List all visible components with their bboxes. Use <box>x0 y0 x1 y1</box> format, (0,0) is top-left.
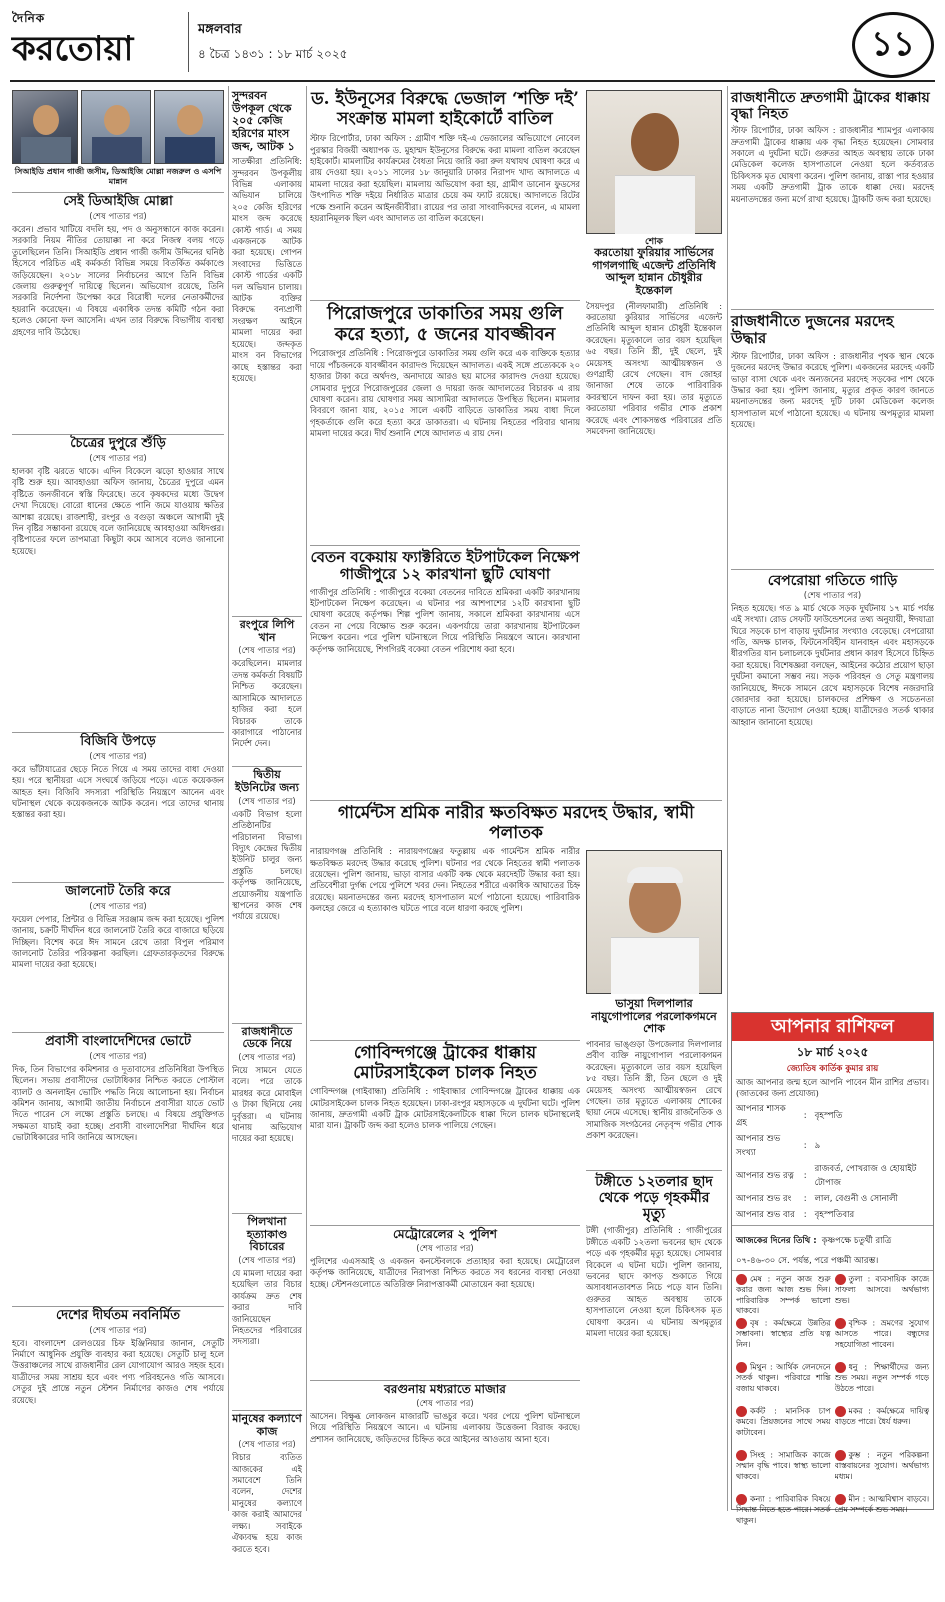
continued-label: (শেষ পাতার পর) <box>238 1440 296 1451</box>
article-body: একটি বিভাগ হলো প্রতিষ্ঠানটির পরিচালনা বিভাগ। বিদ্যুৎ কেন্দ্রের দ্বিতীয় ইউনিট চালুর জন্য প্রস্তুতি চলছে। কর্তৃপক্ষ জানিয়েছে, প্রয়োজনীয় যন্ত্রপাতি স্থাপনের কাজ শেষ পর্যায়ে রয়েছে। <box>232 808 302 922</box>
detail-label: আপনার শুভ বার <box>736 1210 795 1220</box>
detail-value: বৃহস্পতি <box>814 1111 843 1121</box>
zodiac-sign-entry <box>736 1494 831 1538</box>
zodiac-sign-entry <box>736 1450 831 1494</box>
zodiac-symbol-icon <box>736 1494 747 1505</box>
article-body: গোবিন্দগঞ্জ (গাইবান্ধা) প্রতিনিধি : গাইবান্ধার গোবিন্দগঞ্জে ট্রাকের ধাক্কায় এক মোটরসাইকেল চালক নিহত হয়েছেন। ঢাকা-রংপুর মহাসড়কে এ দুর্ঘটনা ঘটে। পুলিশ জানায়, দ্রুতগামী একটি ট্রাক মোটরসাইকেলটিকে ধাক্কা দিলে চালক ঘটনাস্থলেই মারা যান। ট্রাকটি জব্দ করা হলেও চালক পালিয়ে গেছেন। <box>310 1086 580 1131</box>
headline: রাজধানীতে দুজনের মরদেহ উদ্ধার <box>731 309 934 348</box>
continued-label: (শেষ পাতার পর) <box>89 1325 147 1336</box>
headline: বিজিবি উপড়ে <box>12 732 224 750</box>
headline: পিরোজপুরে ডাকাতির সময় গুলি করে হত্যা, ৫ জনের যাবজ্জীবন <box>310 300 580 345</box>
column-divider <box>727 86 728 1511</box>
article-body: দিক, তিন বিভাগের কমিশনার ও দূতাবাসের প্রতিনিধিরা উপস্থিত ছিলেন। সভায় প্রবাসীদের ভোটাধিকার নিশ্চিত করতে পোস্টাল ব্যালট ও অনলাইন ভোটিং পদ্ধতি নিয়ে আলোচনা হয়। নির্বাচন কমিশন জানায়, আগামী জাতীয় নির্বাচনে প্রবাসীরা যাতে ভোট দিতে পারেন সে লক্ষ্যে প্রস্তুতি চলছে। এ বিষয়ে প্রযুক্তিগত সক্ষমতা যাচাই করা হচ্ছে। প্রবাসী বাংলাদেশিরা দীর্ঘদিন ধরে ভোটাধিকারের দাবি জানিয়ে আসছেন। <box>12 1063 224 1143</box>
lead-story <box>310 90 580 309</box>
horoscope-box <box>731 1012 934 1525</box>
masthead-separator <box>188 12 189 72</box>
detail-label: আপনার শাসক গ্রহ <box>736 1104 786 1128</box>
zodiac-sign-entry <box>835 1362 930 1406</box>
zodiac-text: বৃষ : কর্মক্ষেত্রে উন্নতির সম্ভাবনা। স্বাস্থ্যের প্রতি যত্ন নিন। <box>736 1318 831 1349</box>
zodiac-text: মিথুন : আর্থিক লেনদেনে সতর্ক থাকুন। পরিবারে শান্তি বজায় থাকবে। <box>736 1362 831 1393</box>
zodiac-sign-entry <box>835 1450 930 1494</box>
detail-label: আপনার শুভ রং <box>736 1194 792 1204</box>
article-body: হবে। বাংলাদেশ রেলওয়ের চিফ ইঞ্জিনিয়ার জানান, সেতুটি নির্মাণে আধুনিক প্রযুক্তি ব্যবহার করা হয়েছে। সেতুটি চালু হলে উত্তরাঞ্চলের সাথে রাজধানীর রেল যোগাযোগ আরও সহজ হবে। যাত্রীদের সময় সাশ্রয় হবে এবং পণ্য পরিবহনেও গতি আসবে। সেতুর দুই প্রান্তে নতুন স্টেশন নির্মাণের কাজও শেষ পর্যায়ে রয়েছে। <box>12 1337 224 1405</box>
article-body: স্টাফ রিপোর্টার, ঢাকা অফিস : রাজধানীর শ্যামপুর এলাকায় দ্রুতগামী ট্রাকের ধাক্কায় এক বৃদ্ধা নিহত হয়েছেন। সোমবার সকালে এ দুর্ঘটনা ঘটে। গুরুতর আহত অবস্থায় তাকে ঢাকা মেডিকেল কলেজ হাসপাতালে নেওয়া হলে কর্তব্যরত চিকিৎসক মৃত ঘোষণা করেন। পুলিশ জানায়, রাস্তা পার হওয়ার সময় একটি দ্রুতগামী ট্রাক তাকে ধাক্কা দেয়। মরদেহ ময়নাতদন্তের জন্য মর্গে রাখা হয়েছে। ট্রাকটি জব্দ করা হয়েছে। <box>731 125 934 204</box>
tithi-box <box>732 1225 933 1271</box>
zodiac-symbol-icon <box>835 1406 846 1417</box>
horoscope-date: ১৮ মার্চ ২০২৫ <box>796 1045 869 1059</box>
article-body: হালকা বৃষ্টি ঝরতে থাকে। এদিন বিকেলে ঝড়ো হাওয়ার সাথে বৃষ্টি শুরু হয়। আবহাওয়া অফিস জানায়, চৈত্রের দুপুরে এমন বৃষ্টিতে জনজীবনে স্বস্তি ফিরেছে। তবে কৃষকদের মধ্যে উদ্বেগ দেখা দিয়েছে। বোরো ধানের ক্ষেতে পানি জমে যাওয়ায় ক্ষতির আশঙ্কা রয়েছে। রাজশাহী, রংপুর ও বগুড়া অঞ্চলে আগামী দুই দিন বৃষ্টির সম্ভাবনা রয়েছে বলে জানিয়েছে আবহাওয়া অধিদপ্তর। বৃষ্টিপাতের ফলে তাপমাত্রা কিছুটা কমে আসবে বলেও জানানো হয়েছে। <box>12 465 224 556</box>
official-photo <box>81 90 151 164</box>
zodiac-grid <box>732 1271 933 1541</box>
column-divider <box>228 86 229 1511</box>
headline: সুন্দরবন উপকূল থেকে ২০৫ কেজি হরিণের মাংস জব্দ, আটক ১ <box>232 89 295 153</box>
zodiac-text: কর্কট : মানসিক চাপ কমবে। প্রিয়জনের সাথে সময় কাটাবেন। <box>736 1406 831 1437</box>
detail-value: বৃহস্পতিবার <box>814 1210 855 1220</box>
obituary-headline: ভাসুয়া দিলপালার নায়ুগোপালের পরলোকগমনে শোক <box>591 997 717 1036</box>
headline: রাজধানীতে ডেকে নিয়ে <box>232 1023 302 1051</box>
column-divider <box>306 86 307 1511</box>
continued-label: (শেষ পাতার পর) <box>803 590 862 601</box>
zodiac-text: মীন : আত্মবিশ্বাস বাড়বে। প্রেম সম্পর্কে শুভ সময়। <box>834 1494 929 1514</box>
story-pirojpur <box>310 300 580 532</box>
zodiac-symbol-icon <box>835 1362 846 1373</box>
zodiac-symbol-icon <box>736 1318 747 1329</box>
article-body: করেছিলেন। মামলার তদন্ত কর্মকর্তা বিষয়টি নিশ্চিত করেছেন। আসামিকে আদালতে হাজির করা হলে বিচারক তাকে কারাগারে পাঠানোর নির্দেশ দেন। <box>232 658 302 749</box>
zodiac-sign-entry <box>736 1362 831 1406</box>
zodiac-symbol-icon <box>835 1494 846 1505</box>
headline: জালনোট তৈরি করে <box>12 882 224 900</box>
zodiac-text: তুলা : ব্যবসায়িক কাজে সাফল্য আসবে। অর্থভাগ্য শুভ। <box>834 1274 929 1305</box>
headline: গার্মেন্টস শ্রমিক নারীর ক্ষতবিক্ষত মরদেহ উদ্ধার, স্বামী পলাতক <box>310 800 722 843</box>
continued-label: (শেষ পাতার পর) <box>89 751 147 762</box>
zodiac-text: কুম্ভ : নতুন পরিকল্পনা বাস্তবায়নের সুযোগ। অর্থভাগ্য মধ্যম। <box>834 1450 929 1481</box>
obituary-box <box>586 850 722 1179</box>
logo-main-text: করতোয়া <box>12 29 134 69</box>
horoscope-details: আপনার শাসক গ্রহ : বৃহস্পতি আপনার শুভ সংখ্যা : ৯ আপনার শুভ রত্ন : রাজবর্ত, পোখরাজ ও হোয়াইট টোপাজ আপনার শুভ রং : লাল, বেগুনী ও সোনালী আপনার শুভ বার : বৃহস্পতিবার <box>732 1101 933 1223</box>
obituary-photo <box>586 90 722 234</box>
obituary-box <box>586 90 722 777</box>
story-barguna <box>310 1380 580 1515</box>
official-photo <box>12 90 78 164</box>
officials-photo-strip <box>12 90 224 164</box>
logo-small-text: দৈনিক <box>12 11 46 25</box>
story-gobindaganj <box>310 1040 580 1218</box>
headline: দ্বিতীয় ইউনিটের জন্য <box>232 766 302 794</box>
article-body: স্টাফ রিপোর্টার, ঢাকা অফিস : গ্রামীণ শক্তি দই-এ ভেজালের অভিযোগে নোবেল পুরস্কার বিজয়ী অধ্যাপক ড. মুহাম্মদ ইউনূসের বিরুদ্ধে করা মামলা বাতিল করেছেন হাইকোর্ট। মামলাটির কার্যক্রমের বৈধতা নিয়ে জারি করা রুল যথাযথ ঘোষণা করে এ রায় দেওয়া হয়। ২০১১ সালের ১৮ জানুয়ারি ঢাকার নিরাপদ খাদ্য আদালতে এ মামলা দায়ের করা হয়েছিল। মামলায় অভিযোগ করা হয়, গ্রামীণ ডানোন ফুডসের উৎপাদিত শক্তি দইয়ে নির্ধারিত মাত্রার চেয়ে কম ফ্যাট রয়েছে। আদালতে রিটের পক্ষে শুনানি করেন আইনজীবীরা। রায়ের পর তারা সাংবাদিকদের বলেন, এ মামলা হয়রানিমূলক ছিল এবং আদালত তা বাতিল করেছেন। <box>310 133 580 223</box>
detail-value: লাল, বেগুনী ও সোনালী <box>814 1194 898 1204</box>
article-body: ফয়েল পেপার, প্রিন্টার ও বিভিন্ন সরঞ্জাম জব্দ করা হয়েছে। পুলিশ জানায়, চক্রটি দীর্ঘদিন ধরে জালনোট তৈরি করে বাজারে ছড়িয়ে দিচ্ছিল। বিশেষ করে ঈদ সামনে রেখে তারা বিপুল পরিমাণ জালনোট তৈরির পরিকল্পনা করছিল। গ্রেফতারকৃতদের বিরুদ্ধে মামলা দায়ের করা হয়েছে। <box>12 913 224 970</box>
page-number: ১১ <box>852 12 934 78</box>
continued-label: (শেষ পাতার পর) <box>416 1398 474 1409</box>
tithi-value: কৃষ্ণপক্ষে চতুর্থী রাত্রি ০৭-৪৬-৩০ সে. পর্যন্ত, পরে পঞ্চমী আরম্ভ। <box>736 1236 892 1266</box>
masthead-date: ৪ চৈত্র ১৪৩১ : ১৮ মার্চ ২০২৫ <box>198 47 348 61</box>
zodiac-sign-entry <box>835 1494 930 1538</box>
newspaper-logo <box>12 10 180 72</box>
astrologer-name: জ্যোতিষ কার্তিক কুমার রায় <box>786 1064 879 1074</box>
zodiac-symbol-icon <box>835 1450 846 1461</box>
obituary-body: পাবনার ভাঙ্গুড়া উপজেলার দিলপালার প্রবীণ ব্যক্তি নায়ুগোপাল পরলোকগমন করেছেন। মৃত্যুকালে তার বয়স হয়েছিল ৮৫ বছর। তিনি স্ত্রী, তিন ছেলে ও দুই মেয়েসহ অসংখ্য আত্মীয়স্বজন রেখে গেছেন। তার মৃত্যুতে এলাকায় শোকের ছায়া নেমে এসেছে। স্থানীয় রাজনৈতিক ও সামাজিক সংগঠনের নেতৃবৃন্দ গভীর শোক প্রকাশ করেছেন। <box>586 1038 722 1141</box>
right-column <box>731 90 934 793</box>
zodiac-text: ধনু : শিক্ষার্থীদের জন্য শুভ সময়। নতুন সম্পর্ক গড়ে উঠতে পারে। <box>834 1362 929 1393</box>
tithi-label: আজকের দিনের তিথি : <box>736 1236 817 1246</box>
continued-label: (শেষ পাতার পর) <box>89 453 147 464</box>
headline: বেতন বকেয়ায় ফ্যাক্টরিতে ইটপাটকেল নিক্ষেপ গাজীপুরে ১২ কারখানা ছুটি ঘোষণা <box>310 545 580 584</box>
zodiac-symbol-icon <box>736 1362 747 1373</box>
headline: দেশের দীর্ঘতম নবনির্মিত <box>12 1306 224 1324</box>
zodiac-text: কন্যা : পারিবারিক বিষয়ে সিদ্ধান্ত নিতে হতে পারে। সতর্ক থাকুন। <box>736 1494 831 1525</box>
headline: রাজধানীতে দ্রুতগামী ট্রাকের ধাক্কায় বৃদ্ধা নিহত <box>731 90 930 123</box>
story-metrorail <box>310 1225 580 1380</box>
article-body: গাজীপুর প্রতিনিধি : গাজীপুরে বকেয়া বেতনের দাবিতে শ্রমিকরা একটি কারখানায় ইটপাটকেল নিক্ষেপ করেছেন। এ ঘটনার পর আশপাশের ১২টি কারখানা ছুটি ঘোষণা করেছে কর্তৃপক্ষ। শিল্প পুলিশ জানায়, সকালে শ্রমিকরা কারখানায় এসে বেতন না পেয়ে বিক্ষোভ শুরু করেন। একপর্যায়ে তারা কারখানায় ইটপাটকেল নিক্ষেপ করেন। পরে পুলিশ ঘটনাস্থলে গিয়ে পরিস্থিতি নিয়ন্ত্রণে আনে। কারখানা কর্তৃপক্ষ জানিয়েছে, শিগগিরই বকেয়া বেতন পরিশোধ করা হবে। <box>310 586 580 654</box>
zodiac-sign-entry <box>736 1274 831 1318</box>
detail-value: রাজবর্ত, পোখরাজ ও হোয়াইট টোপাজ <box>814 1164 917 1188</box>
article-body: করে ভাঁটাযাত্রের ছেড়ে নিতে গিয়ে এ সময় তাদের বাধা দেওয়া হয়। পরে স্থানীয়রা এসে সংঘর্ষে জড়িয়ে পড়ে। এতে কয়েকজন আহত হন। বিজিবি সদস্যরা পরিস্থিতি নিয়ন্ত্রণে আনেন এবং ঘটনাস্থল থেকে কয়েকজনকে আটক করেন। পরে তাদের থানায় হস্তান্তর করা হয়। <box>12 763 224 820</box>
headline: মানুষের কল্যাণে কাজ <box>232 1411 302 1438</box>
zodiac-sign-entry <box>736 1318 831 1362</box>
continued-label: (শেষ পাতার পর) <box>238 796 296 807</box>
article-body: পুলিশের এএসআই ও একজন কনস্টেবলকে প্রত্যাহার করা হয়েছে। মেট্রোরেল কর্তৃপক্ষ জানিয়েছে, যাত্রীদের নিরাপত্তা নিশ্চিত করতে সব ধরনের ব্যবস্থা নেওয়া হচ্ছে। স্টেশনগুলোতে অতিরিক্ত নিরাপত্তাকর্মী মোতায়েন করা হয়েছে। <box>310 1255 580 1289</box>
headline: পিলখানা হত্যাকাণ্ড বিচারের <box>232 1213 302 1254</box>
zodiac-sign-entry <box>835 1274 930 1318</box>
zodiac-text: বৃশ্চিক : ভ্রমণের সুযোগ আসতে পারে। বন্ধুদের সহযোগিতা পাবেন। <box>834 1318 929 1349</box>
column-1 <box>12 90 224 1518</box>
zodiac-symbol-icon <box>736 1406 747 1417</box>
horoscope-intro: আজ আপনার জন্ম হলে আপনি পাবেন মীন রাশির প্রভাব। (জাতকের জন্য প্রযোজ্য) <box>736 1077 929 1099</box>
zodiac-sign-entry <box>835 1318 930 1362</box>
article-body: নারায়ণগঞ্জ প্রতিনিধি : নারায়ণগঞ্জের ফতুল্লায় এক গার্মেন্টস শ্রমিক নারীর ক্ষতবিক্ষত মরদেহ উদ্ধার করেছে পুলিশ। ঘটনার পর থেকে নিহতের স্বামী পলাতক রয়েছেন। পুলিশ জানায়, ভাড়া বাসার একটি কক্ষ থেকে মরদেহটি উদ্ধার করা হয়। প্রতিবেশীরা দুর্গন্ধ পেয়ে পুলিশে খবর দেন। নিহতের শরীরে একাধিক আঘাতের চিহ্ন রয়েছে। ময়নাতদন্তের জন্য মরদেহ হাসপাতাল মর্গে পাঠানো হয়েছে। পারিবারিক কলহের জেরে এ হত্যাকাণ্ড ঘটতে পারে বলে ধারণা করছে পুলিশ। <box>310 846 580 914</box>
detail-value: ৯ <box>814 1141 821 1151</box>
story-tongi <box>586 1170 722 1481</box>
continued-label: (শেষ পাতার পর) <box>238 1053 296 1064</box>
article-body: আসেন। বিক্ষুব্ধ লোকজন মাজারটি ভাঙচুর করে। খবর পেয়ে পুলিশ ঘটনাস্থলে গিয়ে পরিস্থিতি নিয়ন্ত্রণে আনে। এ ঘটনায় এলাকায় উত্তেজনা বিরাজ করছে। প্রশাসন জানিয়েছে, জড়িতদের চিহ্নিত করে আইনের আওতায় আনা হবে। <box>310 1410 580 1444</box>
zodiac-symbol-icon <box>736 1450 747 1461</box>
detail-label: আপনার শুভ সংখ্যা <box>736 1134 781 1158</box>
zodiac-sign-entry <box>736 1406 831 1450</box>
continued-label: (শেষ পাতার পর) <box>238 646 296 657</box>
headline: সেই ডিআইজি মোল্লা <box>12 192 224 210</box>
masthead-weekday: মঙ্গলবার <box>198 22 242 37</box>
masthead-rule <box>10 80 935 82</box>
headline: চৈত্রের দুপুরে শুঁড়ি <box>12 434 224 452</box>
headline: টঙ্গীতে ১২তলার ছাদ থেকে পড়ে গৃহকর্মীর মৃত্যু <box>586 1170 722 1222</box>
continued-label: (শেষ পাতার পর) <box>89 211 147 222</box>
obituary-label: শোক <box>645 237 663 247</box>
column-2 <box>232 90 302 1602</box>
zodiac-sign-entry <box>835 1406 930 1450</box>
horoscope-title: আপনার রাশিফল <box>732 1013 933 1041</box>
headline: গোবিন্দগঞ্জে ট্রাকের ধাক্কায় মোটরসাইকেল চালক নিহত <box>310 1040 580 1083</box>
article-body: স্টাফ রিপোর্টার, ঢাকা অফিস : রাজধানীর পৃথক স্থান থেকে দুজনের মরদেহ উদ্ধার করেছে পুলিশ। একজনের মরদেহ একটি ভাড়া বাসা থেকে এবং অন্যজনের মরদেহ সড়কের পাশ থেকে উদ্ধার করা হয়। পুলিশ জানায়, মৃত্যুর প্রকৃত কারণ জানতে ময়নাতদন্তের জন্য মরদেহ দুটি ঢাকা মেডিকেল কলেজ হাসপাতাল মর্গে পাঠানো হয়েছে। এ ঘটনায় অপমৃত্যুর মামলা হয়েছে। <box>731 350 934 430</box>
continued-label: (শেষ পাতার পর) <box>89 1051 147 1062</box>
headline: বেপরোয়া গতিতে গাড়ি <box>731 569 934 589</box>
continued-label: (শেষ পাতার পর) <box>416 1243 474 1254</box>
obituary-photo <box>586 850 722 994</box>
article-body: পিরোজপুর প্রতিনিধি : পিরোজপুরে ডাকাতির সময় গুলি করে এক ব্যক্তিকে হত্যার দায়ে পাঁচজনকে যাবজ্জীবন কারাদণ্ড দিয়েছেন আদালত। একই সঙ্গে প্রত্যেককে ২০ হাজার টাকা করে অর্থদণ্ড, অনাদায়ে আরও ছয় মাসের কারাদণ্ড দেওয়া হয়েছে। সোমবার দুপুরে পিরোজপুরের জেলা ও দায়রা জজ আদালতের বিচারক এ রায় ঘোষণা করেন। রায় ঘোষণার সময় আসামিরা আদালতে উপস্থিত ছিলেন। মামলার বিবরণে জানা যায়, ২০১৫ সালে একটি বাড়িতে ডাকাতির সময় বাধা দিলে গৃহকর্তাকে গুলি করে হত্যা করে ডাকাতরা। এ ঘটনায় নিহতের পরিবার থানায় মামলা দায়ের করে। দীর্ঘ শুনানি শেষে আদালত এ রায় দেন। <box>310 348 580 439</box>
article-body: টঙ্গী (গাজীপুর) প্রতিনিধি : গাজীপুরের টঙ্গীতে একটি ১২তলা ভবনের ছাদ থেকে পড়ে এক গৃহকর্মীর মৃত্যু হয়েছে। সোমবার বিকেলে এ ঘটনা ঘটে। পুলিশ জানায়, ভবনের ছাদে কাপড় শুকাতে গিয়ে অসাবধানতাবশত নিচে পড়ে যান তিনি। গুরুতর আহত অবস্থায় তাকে হাসপাতালে নেওয়া হলে চিকিৎসক মৃত ঘোষণা করেন। এ ঘটনায় অপমৃত্যুর মামলা দায়ের করা হয়েছে। <box>586 1225 722 1338</box>
zodiac-symbol-icon <box>736 1274 747 1285</box>
zodiac-symbol-icon <box>835 1274 846 1285</box>
article-body: যে মামলা দায়ের করা হয়েছিল তার বিচার কার্যক্রম দ্রুত শেষ করার দাবি জানিয়েছেন নিহতদের পরিবারের সদস্যরা। <box>232 1267 302 1347</box>
story-gazipur <box>310 545 580 779</box>
headline: বরগুনায় মধ্যরাতে মাজার <box>310 1380 580 1397</box>
obituary-headline: করতোয়া ফুরিয়ার সার্ভিসের গাগলগাছি এজেন্ট প্রতিনিধি আব্দুল হান্নান চৌধুরীর ইন্তেকাল <box>592 246 716 297</box>
headline: প্রবাসী বাংলাদেশিদের ভোটে <box>12 1032 224 1050</box>
headline: ড. ইউনূসের বিরুদ্ধে ভেজাল ‘শক্তি দই’ সংক্রান্ত মামলা হাইকোর্টে বাতিল <box>311 89 579 129</box>
zodiac-text: মকর : কর্মক্ষেত্রে দায়িত্ব বাড়তে পারে। ধৈর্য ধরুন। <box>834 1406 929 1426</box>
detail-label: আপনার শুভ রত্ন <box>736 1171 794 1181</box>
zodiac-symbol-icon <box>835 1318 846 1329</box>
article-body: সাতক্ষীরা প্রতিনিধি: সুন্দরবন উপকূলীয় বিভিন্ন এলাকায় অভিযান চালিয়ে ২০৫ কেজি হরিণের মাংস জব্দ করেছে কোস্ট গার্ড। এ সময় একজনকে আটক করা হয়েছে। গোপন সংবাদের ভিত্তিতে কোস্ট গার্ডের একটি দল অভিযান চালায়। আটক ব্যক্তির বিরুদ্ধে বন্যপ্রাণী সংরক্ষণ আইনে মামলা দায়ের করা হয়েছে। জব্দকৃত মাংস বন বিভাগের কাছে হস্তান্তর করা হয়েছে। <box>232 156 302 383</box>
zodiac-text: সিংহ : সামাজিক কাজে সম্মান বৃদ্ধি পাবে। স্বাস্থ্য ভালো থাকবে। <box>736 1450 831 1481</box>
continued-label: (শেষ পাতার পর) <box>238 1255 296 1266</box>
obituary-body: সৈয়দপুর (নীলফামারী) প্রতিনিধি : করতোয়া কুরিয়ার সার্ভিসের এজেন্ট প্রতিনিধি আব্দুল হান্নান চৌধুরী ইন্তেকাল করেছেন। মৃত্যুকালে তার বয়স হয়েছিল ৬৫ বছর। তিনি স্ত্রী, দুই ছেলে, দুই মেয়েসহ অসংখ্য আত্মীয়স্বজন ও গুণগ্রাহী রেখে গেছেন। বাদ জোহর জানাজা শেষে তাকে পারিবারিক কবরস্থানে দাফন করা হয়। তার মৃত্যুতে করতোয়া পরিবার গভীর শোক প্রকাশ করেছে এবং শোকসন্তপ্ত পরিবারের প্রতি সমবেদনা জানিয়েছে। <box>586 300 722 437</box>
article-body: বিচার ব্যতিত আজকের এই সমাবেশে তিনি বলেন, দেশের মানুষের কল্যাণে কাজ করাই আমাদের লক্ষ্য। সবাইকে ঐক্যবদ্ধ হয়ে কাজ করতে হবে। <box>232 1452 302 1554</box>
official-photo <box>154 90 224 164</box>
headline: মেট্রোরেলের ২ পুলিশ <box>310 1225 580 1242</box>
article-body: নিয়ে সামনে যেতে বলে। পরে তাকে মারধর করে মোবাইল ও টাকা ছিনিয়ে নেয় দুর্বৃত্তরা। এ ঘটনায় থানায় অভিযোগ দায়ের করা হয়েছে। <box>232 1065 302 1144</box>
article-body: নিহত হয়েছে। গত ৯ মার্চ থেকে সড়ক দুর্ঘটনায় ১৭ মার্চ পর্যন্ত এই সংখ্যা। রোড সেফটি ফাউন্ডেশনের তথ্য অনুযায়ী, ঈদযাত্রা ঘিরে সড়কে চাপ বাড়ায় দুর্ঘটনার সংখ্যাও বেড়েছে। বেপরোয়া গতি, অদক্ষ চালক, ফিটনেসবিহীন যানবাহন এবং মহাসড়কে ধীরগতির যান চলাচলকে দুর্ঘটনার প্রধান কারণ হিসেবে চিহ্নিত করা হয়েছে। বিশেষজ্ঞরা বলছেন, আইনের কঠোর প্রয়োগ ছাড়া দুর্ঘটনা কমানো সম্ভব নয়। সড়ক পরিবহন ও সেতু মন্ত্রণালয় জানিয়েছে, ঈদকে সামনে রেখে মহাসড়কে বিশেষ নজরদারি জোরদার করা হয়েছে। চালকদের প্রশিক্ষণ ও সচেতনতা বাড়াতে নানা উদ্যোগ নেওয়া হচ্ছে। যাত্রীদেরও সতর্ক থাকার আহ্বান জানানো হয়েছে। <box>731 602 934 727</box>
article-body: করেন। প্রভাব খাটিয়ে বদলি হয়, পদ ও অনুসন্ধানে কাজ করেন। সরকারি নিয়ম নীতির তোয়াক্কা না করে নিজস্ব বলয় গড়ে তুলেছিলেন তিনি। সিআইডি প্রধান গাজী জসীম উদ্দিনের ঘনিষ্ঠ হিসেবে পরিচিত এই কর্মকর্তা বিভিন্ন সময়ে বিতর্কিত কর্মকাণ্ডে জড়িয়েছেন। ২০১৮ সালের নির্বাচনের আগে তিনি বিভিন্ন জেলায় গুরুত্বপূর্ণ দায়িত্বে ছিলেন। অভিযোগ রয়েছে, তিনি সরকারি নির্দেশনা উপেক্ষা করে বিরোধী দলের নেতাকর্মীদের হয়রানি করেছেন। এ বিষয়ে একাধিক তদন্ত কমিটি গঠন করা হলেও কোনো ফল আসেনি। এখন তার বিরুদ্ধে বিভাগীয় ব্যবস্থা গ্রহণের দাবি উঠেছে। <box>12 223 224 337</box>
continued-label: (শেষ পাতার পর) <box>89 901 147 912</box>
photo-caption: সিআইডি প্রধান গাজী জসীম, ডিআইজি মোল্লা নজরুল ও এসপি মান্নান <box>14 167 222 186</box>
headline: রংপুরে লিপি খান <box>232 616 302 644</box>
zodiac-text: মেষ : নতুন কাজ শুরু করার জন্য আজ শুভ দিন। পারিবারিক সম্পর্ক ভালো থাকবে। <box>736 1274 831 1315</box>
